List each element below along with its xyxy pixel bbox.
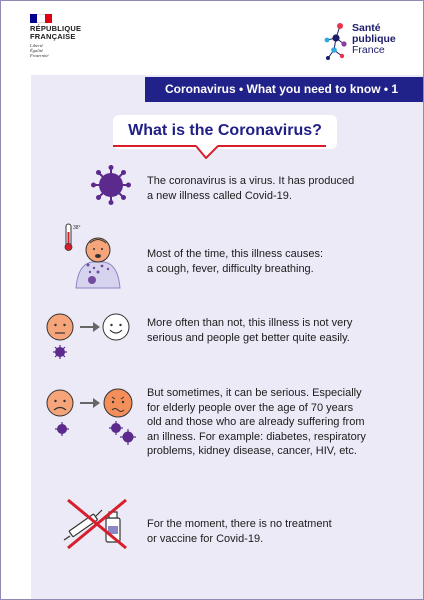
page-title: What is the Coronavirus? xyxy=(128,122,322,139)
no-treatment-icon xyxy=(62,496,132,552)
item-text-no-treatment: For the moment, there is no treatment or vaccine for Covid-19. xyxy=(147,518,332,545)
republique-name: RÉPUBLIQUE FRANÇAISE xyxy=(30,24,82,41)
virus-icon xyxy=(90,164,132,206)
recovery-faces-icon xyxy=(44,310,136,362)
republique-francaise-logo xyxy=(30,14,90,58)
agency-name: Santé publique France xyxy=(352,22,396,56)
republique-motto: Liberté Égalité Fraternité xyxy=(30,43,49,58)
thermometer-mark: 38° xyxy=(73,225,81,231)
item-text-symptoms: Most of the time, this illness causes: a cough, fever, difficulty breathing. xyxy=(147,248,324,275)
worsening-faces-icon xyxy=(44,386,140,450)
item-text-mild: More often than not, this illness is not very serious and people get better quite easily. xyxy=(147,317,353,344)
molecule-logo-icon xyxy=(322,20,352,64)
title-underline xyxy=(113,145,326,147)
sante-publique-france-logo xyxy=(322,20,402,64)
sick-person-icon xyxy=(64,220,134,290)
bubble-tail-icon xyxy=(196,145,218,159)
item-text-serious: But sometimes, it can be serious. Especially for elderly people over the age of 70 years old and those who are already suffering from an illness. For example: diabetes, respiratory problems, kidney disease, cancer, HIV, etc. xyxy=(147,387,366,457)
item-text-virus: The coronavirus is a virus. It has produced a new illness called Covid-19. xyxy=(147,175,355,202)
section-banner: Coronavirus • What you need to know • 1 xyxy=(145,77,423,102)
french-flag-icon xyxy=(30,14,52,23)
